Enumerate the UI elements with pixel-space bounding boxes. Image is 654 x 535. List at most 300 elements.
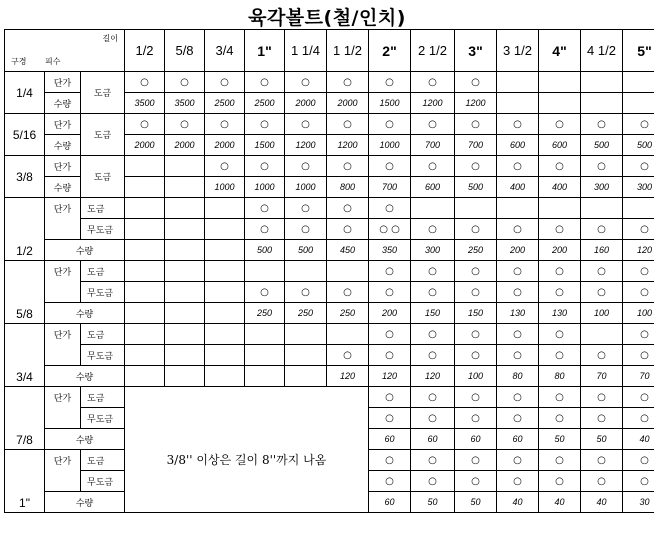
availability-mark: ○	[497, 114, 539, 135]
price-label: 단가	[45, 114, 81, 135]
availability-mark: ○	[497, 324, 539, 345]
availability-mark	[411, 198, 455, 219]
availability-mark: ○	[581, 387, 623, 408]
availability-mark: ○	[285, 156, 327, 177]
plated-label: 도금	[81, 387, 125, 408]
quantity-cell: 150	[455, 303, 497, 324]
availability-mark: ○	[455, 219, 497, 240]
quantity-cell: 60	[411, 429, 455, 450]
availability-mark: ○	[455, 114, 497, 135]
availability-mark: ○	[623, 219, 654, 240]
availability-mark: ○	[581, 156, 623, 177]
quantity-cell: 1000	[369, 135, 411, 156]
quantity-cell: 250	[327, 303, 369, 324]
availability-mark	[165, 261, 205, 282]
unplated-label: 무도금	[81, 219, 125, 240]
diameter-label: 1/2	[5, 198, 45, 261]
quantity-cell: 500	[455, 177, 497, 198]
availability-mark: ○	[327, 156, 369, 177]
availability-mark: ○	[497, 387, 539, 408]
availability-mark: ○	[165, 72, 205, 93]
availability-mark: ○	[455, 408, 497, 429]
availability-mark	[165, 198, 205, 219]
availability-mark: ○	[245, 114, 285, 135]
quantity-cell: 250	[455, 240, 497, 261]
availability-mark: ○	[369, 387, 411, 408]
availability-mark: ○	[205, 72, 245, 93]
quantity-cell: 300	[411, 240, 455, 261]
availability-mark	[581, 324, 623, 345]
quantity-cell: 120	[623, 240, 654, 261]
availability-mark: ○	[581, 471, 623, 492]
availability-mark: ○	[411, 471, 455, 492]
quantity-cell: 130	[539, 303, 581, 324]
availability-mark: ○	[369, 114, 411, 135]
diameter-label: 5/8	[5, 261, 45, 324]
availability-mark: ○	[539, 219, 581, 240]
availability-mark: ○	[285, 72, 327, 93]
quantity-cell: 2000	[165, 135, 205, 156]
length-header: 1/2	[125, 30, 165, 72]
quantity-cell: 70	[623, 366, 654, 387]
availability-mark: ○	[369, 408, 411, 429]
quantity-cell: 450	[327, 240, 369, 261]
availability-mark	[165, 156, 205, 177]
availability-mark: ○	[411, 345, 455, 366]
plated-label: 도금	[81, 450, 125, 471]
availability-mark: ○	[497, 450, 539, 471]
table-row	[5, 219, 654, 240]
quantity-label: 수량	[45, 240, 125, 261]
header-corner	[5, 30, 125, 72]
quantity-cell	[497, 93, 539, 114]
availability-mark: ○	[581, 345, 623, 366]
availability-mark: ○	[369, 156, 411, 177]
availability-mark: ○	[369, 282, 411, 303]
length-header: 5"	[623, 30, 654, 72]
availability-mark	[205, 345, 245, 366]
price-label: 단가	[45, 324, 81, 366]
availability-mark: ○	[411, 156, 455, 177]
availability-mark: ○	[581, 450, 623, 471]
quantity-cell: 40	[581, 492, 623, 513]
quantity-cell: 80	[497, 366, 539, 387]
table-row	[5, 324, 654, 345]
availability-mark: ○	[623, 282, 654, 303]
availability-mark	[285, 324, 327, 345]
availability-mark	[581, 198, 623, 219]
availability-mark: ○	[455, 471, 497, 492]
quantity-cell: 120	[411, 366, 455, 387]
quantity-label: 수량	[45, 303, 125, 324]
plating-label: 도금	[81, 156, 125, 198]
availability-mark	[165, 219, 205, 240]
availability-mark: ○	[497, 156, 539, 177]
quantity-label: 수량	[45, 135, 81, 156]
quantity-cell: 1500	[369, 93, 411, 114]
availability-mark: ○	[623, 345, 654, 366]
availability-mark	[205, 198, 245, 219]
availability-mark: ○	[581, 261, 623, 282]
quantity-cell: 160	[581, 240, 623, 261]
availability-mark: ○	[205, 114, 245, 135]
availability-mark: ○	[455, 324, 497, 345]
availability-mark: ○ ○	[369, 219, 411, 240]
quantity-cell: 400	[497, 177, 539, 198]
quantity-cell: 70	[581, 366, 623, 387]
availability-mark: ○	[539, 408, 581, 429]
quantity-cell: 2000	[285, 93, 327, 114]
length-header: 3/4	[205, 30, 245, 72]
availability-mark: ○	[411, 114, 455, 135]
length-header: 3"	[455, 30, 497, 72]
quantity-cell: 250	[245, 303, 285, 324]
diameter-label: 5/16	[5, 114, 45, 156]
length-header: 5/8	[165, 30, 205, 72]
unplated-label: 무도금	[81, 471, 125, 492]
table-row	[5, 282, 654, 303]
availability-mark: ○	[623, 408, 654, 429]
unplated-label: 무도금	[81, 408, 125, 429]
availability-mark: ○	[165, 114, 205, 135]
quantity-cell: 1200	[455, 93, 497, 114]
availability-mark: ○	[411, 261, 455, 282]
quantity-cell	[125, 177, 165, 198]
availability-mark: ○	[539, 324, 581, 345]
availability-mark: ○	[455, 261, 497, 282]
quantity-cell: 1500	[245, 135, 285, 156]
diameter-label: 7/8	[5, 387, 45, 450]
length-header: 4"	[539, 30, 581, 72]
availability-mark	[455, 198, 497, 219]
quantity-cell: 500	[623, 135, 654, 156]
quantity-cell: 80	[539, 366, 581, 387]
table-row	[5, 114, 654, 135]
length-header: 2"	[369, 30, 411, 72]
availability-mark: ○	[285, 198, 327, 219]
availability-mark: ○	[411, 450, 455, 471]
quantity-cell	[205, 240, 245, 261]
quantity-cell: 700	[455, 135, 497, 156]
availability-mark: ○	[327, 114, 369, 135]
availability-mark: ○	[327, 198, 369, 219]
availability-mark	[165, 345, 205, 366]
availability-mark	[497, 198, 539, 219]
availability-mark: ○	[539, 387, 581, 408]
table-row	[5, 366, 654, 387]
availability-mark: ○	[581, 219, 623, 240]
quantity-cell	[245, 366, 285, 387]
availability-mark: ○	[497, 282, 539, 303]
availability-mark	[327, 324, 369, 345]
quantity-cell	[125, 240, 165, 261]
length-note: 3/8'' 이상은 길이 8''까지 나옴	[125, 387, 369, 513]
table-row	[5, 156, 654, 177]
availability-mark	[125, 324, 165, 345]
table-row	[5, 240, 654, 261]
price-label: 단가	[45, 156, 81, 177]
table-row	[5, 261, 654, 282]
availability-mark: ○	[455, 156, 497, 177]
quantity-label: 수량	[45, 177, 81, 198]
quantity-cell: 3500	[125, 93, 165, 114]
length-header: 4 1/2	[581, 30, 623, 72]
quantity-cell: 800	[327, 177, 369, 198]
corner-pitch-label: 피수	[45, 56, 61, 66]
length-header: 1 1/4	[285, 30, 327, 72]
quantity-label: 수량	[45, 366, 125, 387]
availability-mark	[205, 261, 245, 282]
availability-mark: ○	[411, 387, 455, 408]
quantity-cell: 300	[581, 177, 623, 198]
availability-mark: ○	[245, 156, 285, 177]
quantity-cell: 200	[497, 240, 539, 261]
quantity-cell: 500	[581, 135, 623, 156]
availability-mark: ○	[455, 387, 497, 408]
availability-mark: ○	[327, 72, 369, 93]
quantity-cell	[165, 240, 205, 261]
unplated-label: 무도금	[81, 282, 125, 303]
corner-diameter-label: 구경	[11, 56, 27, 66]
quantity-cell	[205, 366, 245, 387]
table-row	[5, 72, 654, 93]
availability-mark: ○	[497, 408, 539, 429]
availability-mark: ○	[245, 219, 285, 240]
length-header: 3 1/2	[497, 30, 539, 72]
availability-mark: ○	[125, 114, 165, 135]
availability-mark	[125, 156, 165, 177]
availability-mark: ○	[411, 408, 455, 429]
availability-mark: ○	[581, 282, 623, 303]
availability-mark	[205, 282, 245, 303]
availability-mark	[165, 282, 205, 303]
quantity-cell: 120	[369, 366, 411, 387]
availability-mark: ○	[623, 387, 654, 408]
quantity-cell: 50	[539, 429, 581, 450]
availability-mark: ○	[285, 219, 327, 240]
availability-mark: ○	[245, 198, 285, 219]
availability-mark: ○	[369, 198, 411, 219]
availability-mark: ○	[411, 219, 455, 240]
quantity-cell: 100	[455, 366, 497, 387]
availability-mark	[125, 282, 165, 303]
quantity-cell: 600	[411, 177, 455, 198]
price-label: 단가	[45, 198, 81, 240]
quantity-cell: 50	[455, 492, 497, 513]
table-row	[5, 30, 654, 72]
availability-mark	[205, 219, 245, 240]
quantity-cell: 700	[369, 177, 411, 198]
plating-label: 도금	[81, 114, 125, 156]
page-title: 육각볼트(철/인치)	[248, 7, 406, 29]
quantity-cell: 130	[497, 303, 539, 324]
quantity-cell: 40	[539, 492, 581, 513]
availability-mark: ○	[327, 282, 369, 303]
quantity-cell: 400	[539, 177, 581, 198]
availability-mark	[539, 198, 581, 219]
availability-mark: ○	[581, 408, 623, 429]
availability-mark: ○	[539, 345, 581, 366]
quantity-cell: 300	[623, 177, 654, 198]
availability-mark: ○	[539, 261, 581, 282]
availability-mark: ○	[539, 471, 581, 492]
quantity-cell: 600	[497, 135, 539, 156]
availability-mark: ○	[623, 471, 654, 492]
availability-mark	[205, 324, 245, 345]
quantity-cell: 2000	[205, 135, 245, 156]
diameter-label: 1/4	[5, 72, 45, 114]
availability-mark: ○	[245, 282, 285, 303]
quantity-cell: 50	[411, 492, 455, 513]
diameter-label: 3/8	[5, 156, 45, 198]
quantity-cell: 700	[411, 135, 455, 156]
quantity-label: 수량	[45, 429, 125, 450]
availability-mark: ○	[623, 114, 654, 135]
availability-mark	[125, 198, 165, 219]
availability-mark	[245, 261, 285, 282]
quantity-cell: 60	[369, 492, 411, 513]
length-header: 1"	[245, 30, 285, 72]
availability-mark: ○	[497, 261, 539, 282]
availability-mark: ○	[327, 345, 369, 366]
availability-mark: ○	[245, 72, 285, 93]
plated-label: 도금	[81, 324, 125, 345]
availability-mark	[125, 219, 165, 240]
quantity-cell: 2500	[205, 93, 245, 114]
table-row	[5, 303, 654, 324]
availability-mark: ○	[369, 450, 411, 471]
availability-mark	[581, 72, 623, 93]
price-label: 단가	[45, 261, 81, 303]
plated-label: 도금	[81, 198, 125, 219]
quantity-cell: 60	[455, 429, 497, 450]
availability-mark	[539, 72, 581, 93]
price-label: 단가	[45, 72, 81, 93]
availability-mark: ○	[411, 72, 455, 93]
quantity-label: 수량	[45, 93, 81, 114]
price-label: 단가	[45, 450, 81, 492]
unplated-label: 무도금	[81, 345, 125, 366]
availability-mark: ○	[369, 471, 411, 492]
quantity-cell: 3500	[165, 93, 205, 114]
quantity-cell: 500	[245, 240, 285, 261]
plating-label: 도금	[81, 72, 125, 114]
price-label: 단가	[45, 387, 81, 429]
availability-mark: ○	[411, 282, 455, 303]
price-table	[4, 29, 654, 513]
availability-mark: ○	[327, 219, 369, 240]
quantity-cell: 2000	[327, 93, 369, 114]
quantity-cell: 250	[285, 303, 327, 324]
availability-mark: ○	[539, 450, 581, 471]
availability-mark	[497, 72, 539, 93]
length-header: 2 1/2	[411, 30, 455, 72]
corner-length-label: 길이	[102, 33, 119, 43]
availability-mark: ○	[285, 114, 327, 135]
availability-mark: ○	[497, 471, 539, 492]
quantity-cell: 1200	[285, 135, 327, 156]
length-header: 1 1/2	[327, 30, 369, 72]
quantity-cell	[165, 303, 205, 324]
availability-mark: ○	[455, 345, 497, 366]
quantity-cell	[285, 366, 327, 387]
quantity-cell: 1000	[285, 177, 327, 198]
quantity-cell	[165, 177, 205, 198]
availability-mark	[285, 261, 327, 282]
availability-mark	[327, 261, 369, 282]
quantity-label: 수량	[45, 492, 125, 513]
availability-mark	[125, 261, 165, 282]
availability-mark: ○	[369, 345, 411, 366]
quantity-cell: 30	[623, 492, 654, 513]
availability-mark: ○	[539, 282, 581, 303]
availability-mark: ○	[623, 324, 654, 345]
quantity-cell: 2500	[245, 93, 285, 114]
quantity-cell	[581, 93, 623, 114]
availability-mark: ○	[623, 261, 654, 282]
diameter-label: 3/4	[5, 324, 45, 387]
quantity-cell: 500	[285, 240, 327, 261]
availability-mark: ○	[411, 324, 455, 345]
table-row	[5, 345, 654, 366]
plated-label: 도금	[81, 261, 125, 282]
quantity-cell: 1000	[205, 177, 245, 198]
availability-mark: ○	[539, 156, 581, 177]
quantity-cell: 200	[369, 303, 411, 324]
availability-mark	[245, 324, 285, 345]
quantity-cell: 350	[369, 240, 411, 261]
availability-mark	[125, 345, 165, 366]
quantity-cell: 1200	[411, 93, 455, 114]
availability-mark	[285, 345, 327, 366]
availability-mark: ○	[497, 219, 539, 240]
availability-mark: ○	[455, 282, 497, 303]
quantity-cell	[125, 303, 165, 324]
quantity-cell	[623, 93, 654, 114]
quantity-cell: 60	[497, 429, 539, 450]
quantity-cell	[165, 366, 205, 387]
diameter-label: 1"	[5, 450, 45, 513]
quantity-cell: 2000	[125, 135, 165, 156]
quantity-cell: 120	[327, 366, 369, 387]
quantity-cell: 1000	[245, 177, 285, 198]
quantity-cell: 100	[623, 303, 654, 324]
availability-mark: ○	[285, 282, 327, 303]
availability-mark: ○	[623, 450, 654, 471]
availability-mark: ○	[125, 72, 165, 93]
corner-labels	[5, 31, 124, 71]
availability-mark: ○	[581, 114, 623, 135]
availability-mark	[623, 198, 654, 219]
quantity-cell: 100	[581, 303, 623, 324]
quantity-cell	[125, 366, 165, 387]
quantity-cell: 50	[581, 429, 623, 450]
availability-mark: ○	[205, 156, 245, 177]
availability-mark: ○	[455, 72, 497, 93]
quantity-cell: 1200	[327, 135, 369, 156]
table-row	[5, 387, 654, 408]
availability-mark	[623, 72, 654, 93]
availability-mark: ○	[497, 345, 539, 366]
availability-mark	[165, 324, 205, 345]
quantity-cell	[539, 93, 581, 114]
quantity-cell: 600	[539, 135, 581, 156]
availability-mark: ○	[369, 72, 411, 93]
quantity-cell: 40	[623, 429, 654, 450]
availability-mark	[245, 345, 285, 366]
table-row	[5, 198, 654, 219]
availability-mark: ○	[369, 324, 411, 345]
